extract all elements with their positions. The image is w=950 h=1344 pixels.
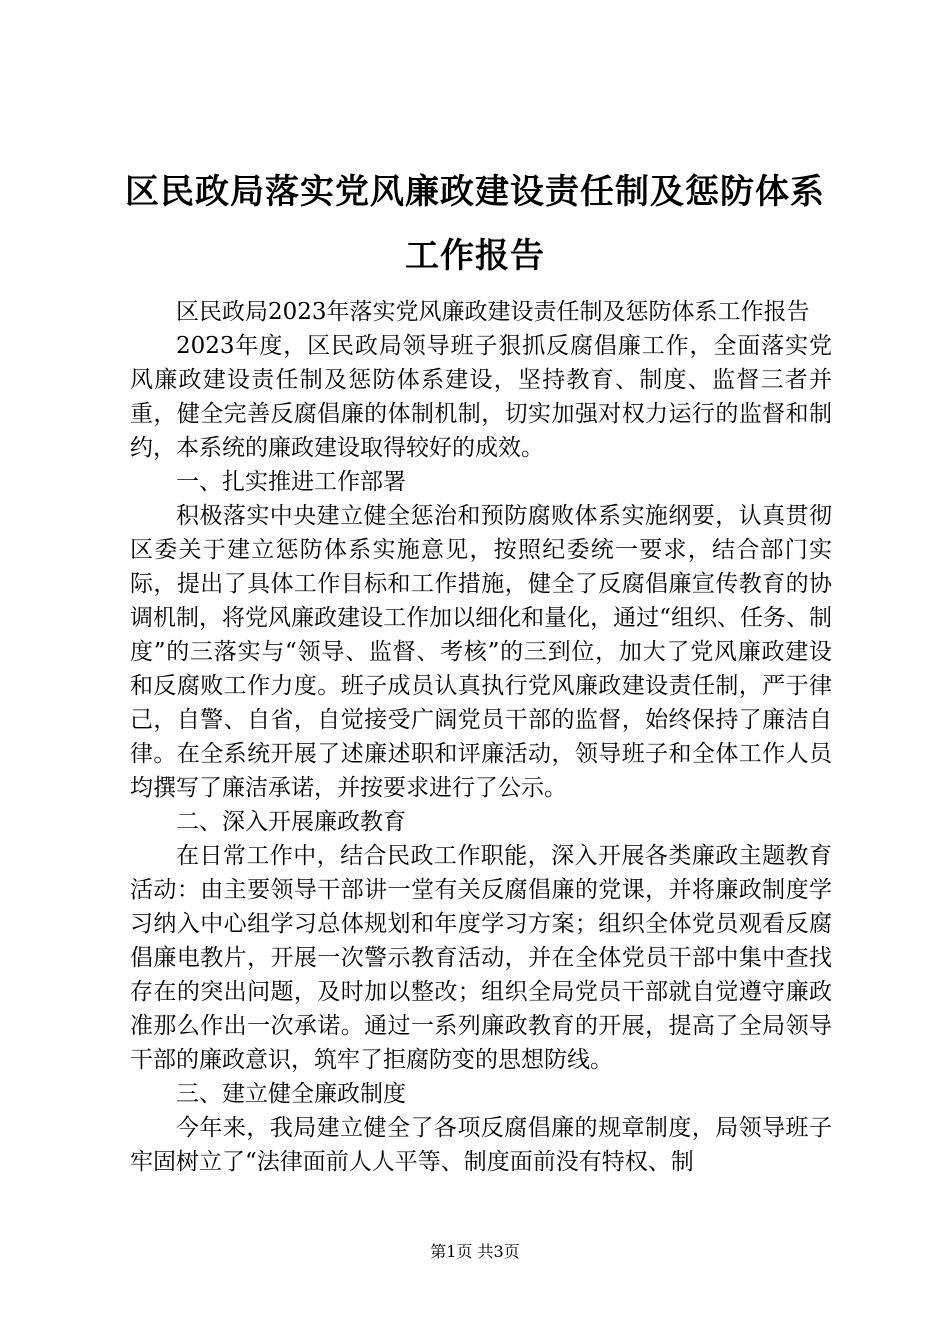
section-1-paragraph: 积极落实中央建立健全惩治和预防腐败体系实施纲要，认真贯彻区委关于建立惩防体系实施意见，按照纪委统一要求，结合部门实际，提出了具体工作目标和工作措施，健全了反腐倡廉宣传教育的协调机制，将党风廉政建设工作加以细化和量化，通过“组织、任务、制度”的三落实与“领导、监督、考核”的三到位，加大了党风廉政建设和反腐败工作力度。班子成员认真执行党风廉政建设责任制，严于律己，自警、自省，自觉接受广阔党员干部的监督，始终保持了廉洁自律。在全系统开展了述廉述职和评廉活动，领导班子和全体工作人员均撰写了廉洁承诺，并按要求进行了公示。	[130, 503, 832, 801]
section-2-paragraph: 在日常工作中，结合民政工作职能，深入开展各类廉政主题教育活动：由主要领导干部讲一堂有关反腐倡廉的党课，并将廉政制度学习纳入中心组学习总体规划和年度学习方案；组织全体党员观看反腐倡廉电教片，开展一次警示教育活动，并在全体党员干部中集中查找存在的突出问题，及时加以整改；组织全局党员干部就自觉遵守廉政准那么作出一次承诺。通过一系列廉政教育的开展，提高了全局领导干部的廉政意识，筑牢了拒腐防变的思想防线。	[130, 843, 832, 1073]
section-3-paragraph: 今年来，我局建立健全了各项反腐倡廉的规章制度，局领导班子牢固树立了“法律面前人人平等、制度面前没有特权、制	[130, 1115, 832, 1175]
section-heading-3: 三、建立健全廉政制度	[176, 1081, 406, 1107]
report-subtitle-paragraph: 区民政局2023年落实党风廉政建设责任制及惩防体系工作报告	[176, 299, 810, 325]
intro-paragraph: 2023年度，区民政局领导班子狠抓反腐倡廉工作，全面落实党风廉政建设责任制及惩防体系建设，坚持教育、制度、监督三者并重，健全完善反腐倡廉的体制机制，切实加强对权力运行的监督和制约，本系统的廉政建设取得较好的成效。	[130, 333, 832, 461]
page-footer: 第1页 共3页	[430, 1242, 520, 1261]
section-heading-2: 二、深入开展廉政教育	[176, 809, 406, 835]
document-title: 区民政局落实党风廉政建设责任制及惩防体系工作报告	[125, 172, 825, 276]
document-body	[130, 295, 832, 1179]
section-heading-1: 一、扎实推进工作部署	[176, 469, 406, 495]
